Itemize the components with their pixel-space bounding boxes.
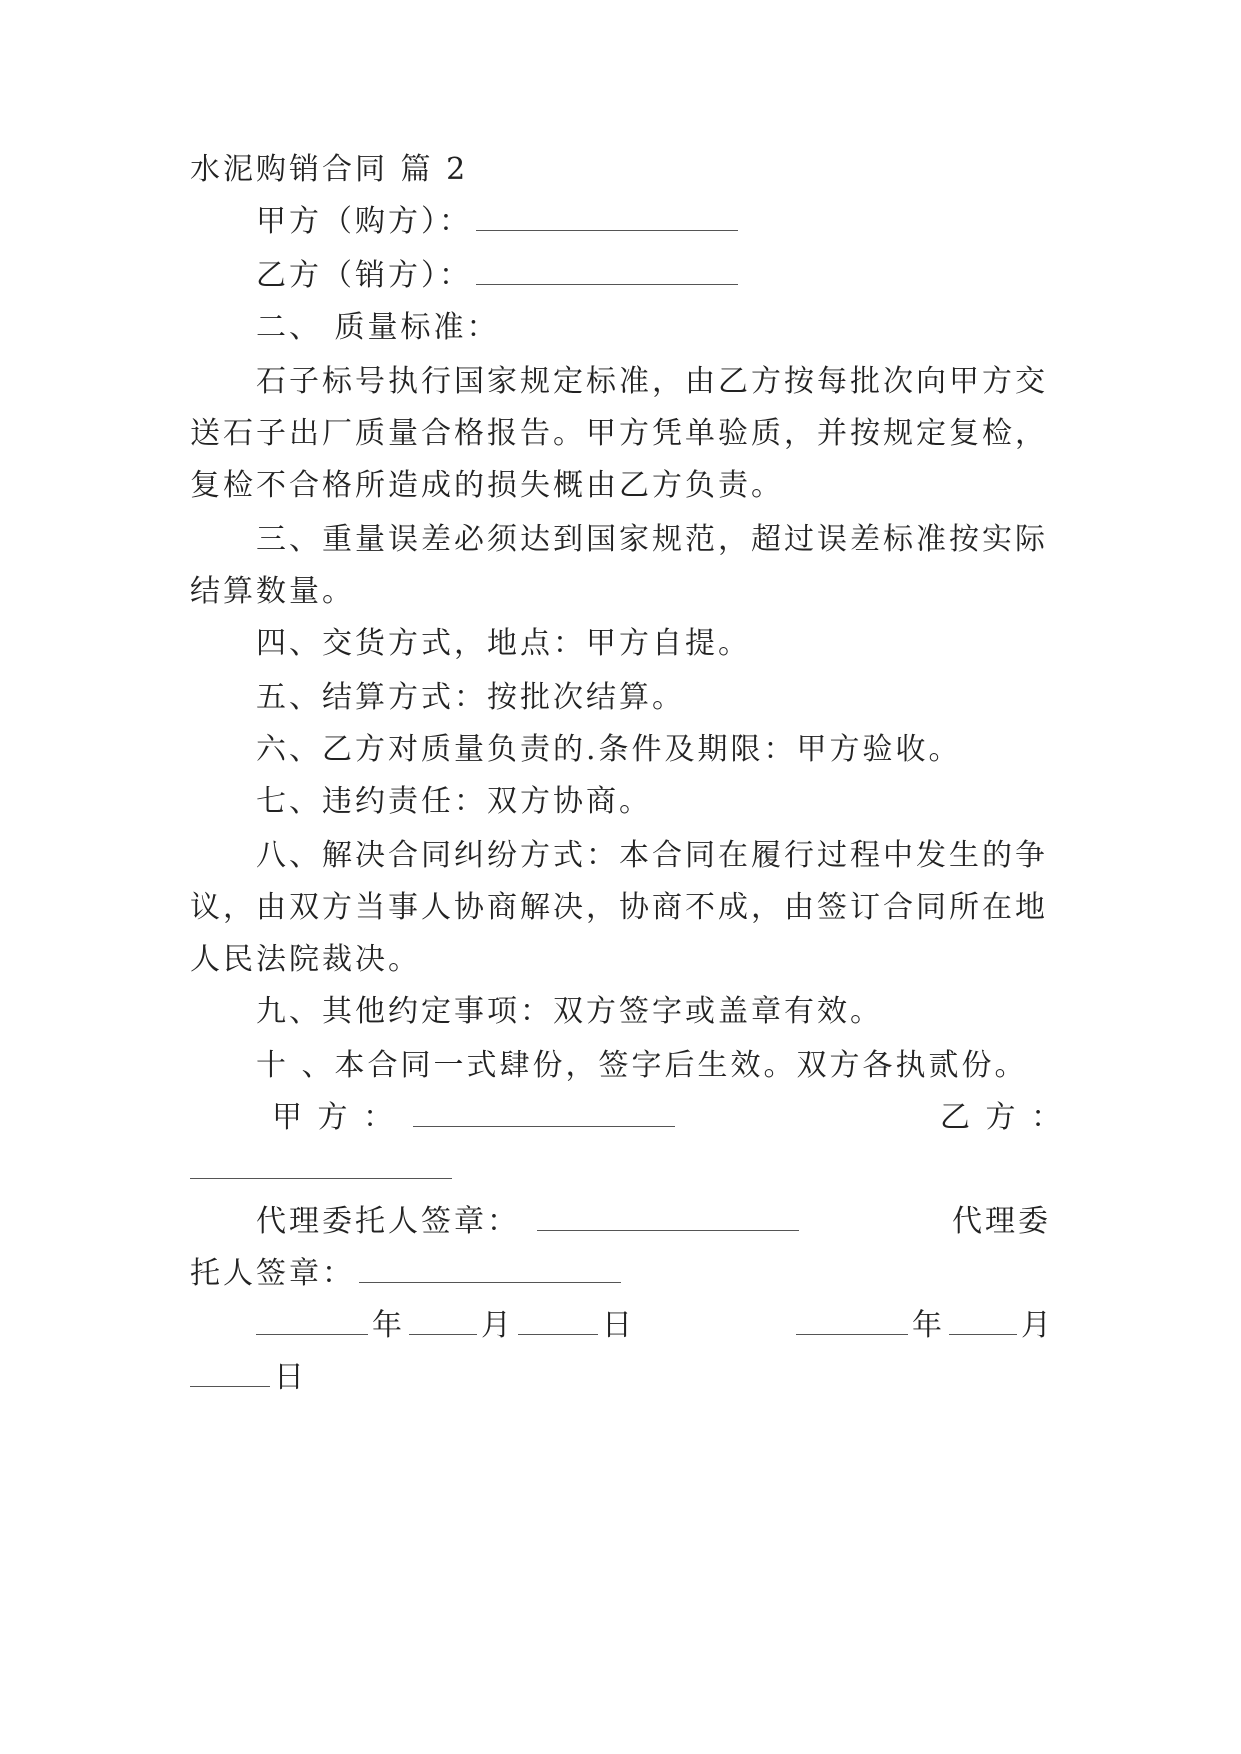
section-10: 十 、本合同一式肆份，签字后生效。双方各执贰份。	[256, 1048, 1028, 1083]
section-2-line-1: 石子标号执行国家规定标准，由乙方按每批次向甲方交	[256, 364, 1048, 399]
section-3-line-2: 结算数量。	[190, 574, 355, 609]
sign-party-a-label: 甲 方 ：	[272, 1100, 397, 1135]
date-b-day-line	[190, 1356, 1070, 1400]
section-4: 四、交货方式，地点：甲方自提。	[256, 626, 751, 661]
section-2-title: 二、 质量标准：	[256, 310, 500, 345]
signature-row	[272, 1096, 1065, 1140]
section-8-line-1: 八、解决合同纠纷方式：本合同在履行过程中发生的争	[256, 838, 1048, 873]
section-8-line-3: 人民法院裁决。	[190, 942, 421, 977]
party-a-label: 甲方（购方）：	[256, 204, 472, 239]
sign-party-a-blank[interactable]	[413, 1100, 675, 1127]
date-b-day-label: 日	[274, 1360, 307, 1395]
date-a-day-blank[interactable]	[518, 1308, 598, 1335]
party-a-line	[256, 200, 1136, 244]
date-b-group	[796, 1304, 1054, 1348]
document-title: 水泥购销合同	[190, 152, 388, 187]
sign-party-b-line	[190, 1148, 1070, 1192]
date-a-year-label: 年	[372, 1308, 405, 1343]
section-2-line-2: 送石子出厂质量合格报告。甲方凭单验质，并按规定复检，	[190, 416, 1048, 451]
document-part: 篇 2	[400, 152, 469, 187]
party-b-label: 乙方（销方）：	[256, 258, 472, 293]
section-2-line-3: 复检不合格所造成的损失概由乙方负责。	[190, 468, 784, 503]
date-a-day-label: 日	[602, 1308, 635, 1343]
section-6: 六、乙方对质量负责的.条件及期限：甲方验收。	[256, 732, 962, 767]
sign-party-b-label: 乙 方 ：	[940, 1100, 1065, 1135]
date-b-day-blank[interactable]	[190, 1360, 270, 1387]
date-b-month-label: 月	[1021, 1308, 1054, 1343]
date-b-year-blank[interactable]	[796, 1308, 908, 1335]
date-row	[256, 1304, 1136, 1348]
section-3-line-1: 三、重量误差必须达到国家规范，超过误差标准按实际	[256, 522, 1048, 557]
date-b-year-label: 年	[912, 1308, 945, 1343]
agent-sign-b-blank[interactable]	[359, 1256, 621, 1283]
sign-party-b-blank[interactable]	[190, 1152, 452, 1179]
section-8-line-2: 议，由双方当事人协商解决，协商不成，由签订合同所在地	[190, 890, 1048, 925]
party-b-line	[256, 254, 1136, 298]
agent-sign-b-line	[190, 1252, 1070, 1296]
agent-sign-row	[256, 1200, 1136, 1244]
party-b-blank[interactable]	[476, 258, 738, 285]
date-a-year-blank[interactable]	[256, 1308, 368, 1335]
section-7: 七、违约责任：双方协商。	[256, 784, 652, 819]
agent-sign-b-label-part2: 托人签章：	[190, 1256, 355, 1291]
agent-sign-a-label: 代理委托人签章：	[256, 1204, 520, 1239]
date-b-month-blank[interactable]	[949, 1308, 1017, 1335]
section-5: 五、结算方式：按批次结算。	[256, 680, 685, 715]
party-a-blank[interactable]	[476, 204, 738, 231]
agent-sign-b-label-part1: 代理委	[952, 1204, 1051, 1239]
document-heading	[190, 148, 1070, 192]
section-9: 九、其他约定事项：双方签字或盖章有效。	[256, 994, 883, 1029]
date-a-month-label: 月	[481, 1308, 514, 1343]
date-a-month-blank[interactable]	[409, 1308, 477, 1335]
agent-sign-a-blank[interactable]	[537, 1204, 799, 1231]
